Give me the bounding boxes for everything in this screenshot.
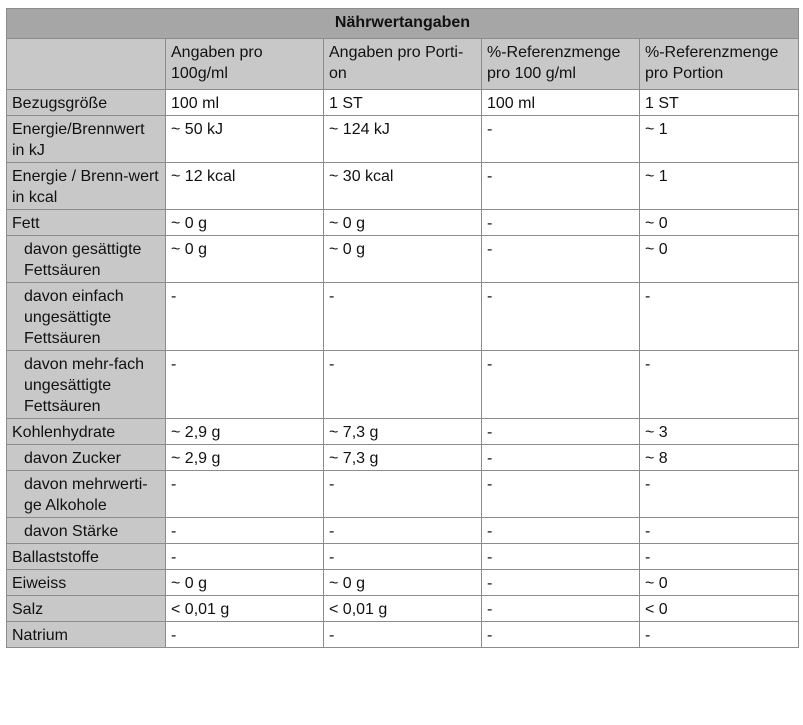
table-title: Nährwertangaben xyxy=(7,9,799,39)
table-cell: 100 ml xyxy=(166,90,324,116)
nutrition-table xyxy=(6,8,799,648)
table-cell: - xyxy=(482,163,640,210)
column-header-per-portion: Angaben pro Porti-on xyxy=(324,39,482,90)
table-row xyxy=(7,570,799,596)
row-label: Kohlenhydrate xyxy=(7,419,166,445)
table-cell: - xyxy=(640,283,799,351)
column-header-reference-per-portion: %-Referenzmenge pro Portion xyxy=(640,39,799,90)
table-cell: ~ 124 kJ xyxy=(324,116,482,163)
table-cell: < 0,01 g xyxy=(324,596,482,622)
table-title-row xyxy=(7,9,799,39)
table-cell: ~ 0 xyxy=(640,210,799,236)
table-cell: - xyxy=(482,471,640,518)
table-row xyxy=(7,544,799,570)
header-corner-cell xyxy=(7,39,166,90)
table-cell: ~ 1 xyxy=(640,116,799,163)
table-row xyxy=(7,163,799,210)
table-cell: ~ 1 xyxy=(640,163,799,210)
row-label: Energie / Brenn-wert in kcal xyxy=(7,163,166,210)
table-cell: - xyxy=(482,544,640,570)
table-cell: < 0,01 g xyxy=(166,596,324,622)
row-label: Natrium xyxy=(7,622,166,648)
table-cell: - xyxy=(324,544,482,570)
row-label: davon mehr-fach ungesättigte Fettsäuren xyxy=(7,351,166,419)
row-label: Eiweiss xyxy=(7,570,166,596)
table-cell: - xyxy=(482,570,640,596)
row-label: Ballaststoffe xyxy=(7,544,166,570)
table-cell: 1 ST xyxy=(640,90,799,116)
table-row xyxy=(7,90,799,116)
table-cell: - xyxy=(482,236,640,283)
table-row xyxy=(7,445,799,471)
table-cell: - xyxy=(482,116,640,163)
table-cell: - xyxy=(324,518,482,544)
table-cell: 1 ST xyxy=(324,90,482,116)
table-cell: - xyxy=(482,445,640,471)
table-cell: ~ 0 g xyxy=(324,236,482,283)
table-cell: - xyxy=(324,351,482,419)
nutrition-table-container xyxy=(6,8,798,648)
table-cell: ~ 0 g xyxy=(166,570,324,596)
table-cell: - xyxy=(166,544,324,570)
table-cell: ~ 2,9 g xyxy=(166,419,324,445)
column-header-per-100: Angaben pro 100g/ml xyxy=(166,39,324,90)
table-row xyxy=(7,471,799,518)
table-cell: - xyxy=(166,351,324,419)
table-cell: - xyxy=(166,622,324,648)
table-row xyxy=(7,596,799,622)
table-row xyxy=(7,518,799,544)
table-cell: - xyxy=(166,471,324,518)
row-label: davon Zucker xyxy=(7,445,166,471)
row-label: davon gesättigte Fettsäuren xyxy=(7,236,166,283)
table-row xyxy=(7,419,799,445)
table-cell: - xyxy=(640,471,799,518)
table-row xyxy=(7,622,799,648)
table-cell: - xyxy=(640,518,799,544)
table-cell: - xyxy=(324,471,482,518)
table-cell: ~ 7,3 g xyxy=(324,445,482,471)
table-cell: ~ 0 g xyxy=(166,236,324,283)
table-cell: ~ 7,3 g xyxy=(324,419,482,445)
row-label: Fett xyxy=(7,210,166,236)
table-cell: ~ 0 g xyxy=(324,210,482,236)
table-cell: < 0 xyxy=(640,596,799,622)
table-cell: - xyxy=(482,351,640,419)
table-cell: ~ 3 xyxy=(640,419,799,445)
table-cell: ~ 12 kcal xyxy=(166,163,324,210)
table-row xyxy=(7,210,799,236)
table-cell: ~ 0 xyxy=(640,236,799,283)
table-row xyxy=(7,236,799,283)
table-cell: - xyxy=(166,283,324,351)
table-cell: ~ 30 kcal xyxy=(324,163,482,210)
table-cell: - xyxy=(482,283,640,351)
table-header-row xyxy=(7,39,799,90)
table-cell: ~ 0 xyxy=(640,570,799,596)
table-cell: - xyxy=(324,622,482,648)
table-cell: - xyxy=(482,518,640,544)
table-cell: - xyxy=(482,622,640,648)
table-cell: - xyxy=(482,596,640,622)
table-cell: ~ 8 xyxy=(640,445,799,471)
column-header-reference-per-100: %-Referenzmenge pro 100 g/ml xyxy=(482,39,640,90)
row-label: Bezugsgröße xyxy=(7,90,166,116)
table-cell: ~ 50 kJ xyxy=(166,116,324,163)
table-cell: - xyxy=(482,210,640,236)
table-cell: ~ 2,9 g xyxy=(166,445,324,471)
table-cell: - xyxy=(324,283,482,351)
table-cell: - xyxy=(166,518,324,544)
table-cell: - xyxy=(482,419,640,445)
row-label: Energie/Brennwert in kJ xyxy=(7,116,166,163)
table-row xyxy=(7,351,799,419)
table-cell: - xyxy=(640,351,799,419)
row-label: davon mehrwerti-ge Alkohole xyxy=(7,471,166,518)
table-cell: - xyxy=(640,544,799,570)
table-cell: 100 ml xyxy=(482,90,640,116)
table-cell: ~ 0 g xyxy=(166,210,324,236)
table-cell: - xyxy=(640,622,799,648)
row-label: davon einfach ungesättigte Fettsäuren xyxy=(7,283,166,351)
row-label: davon Stärke xyxy=(7,518,166,544)
table-row xyxy=(7,116,799,163)
row-label: Salz xyxy=(7,596,166,622)
table-row xyxy=(7,283,799,351)
table-cell: ~ 0 g xyxy=(324,570,482,596)
